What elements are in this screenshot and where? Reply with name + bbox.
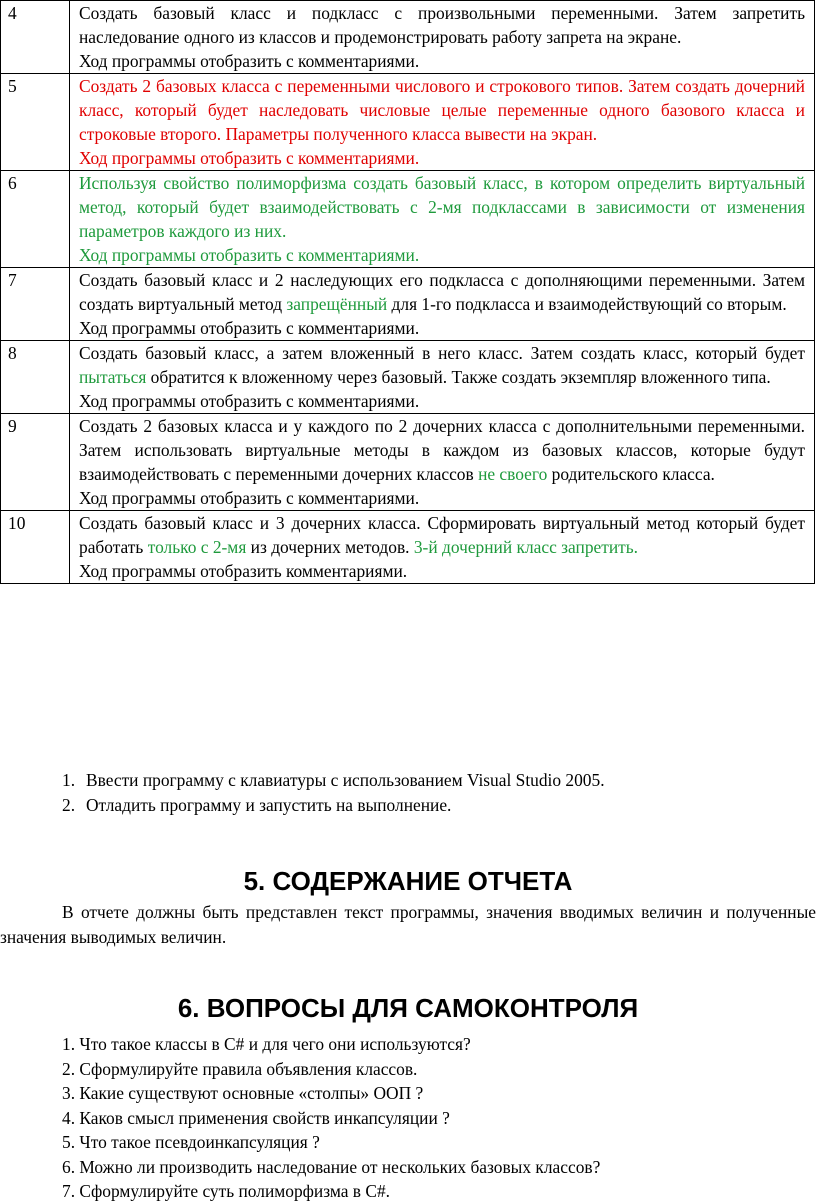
- step-number: 1.: [62, 770, 76, 790]
- question-item: 4. Каков смысл применения свойств инкапсуляции ?: [62, 1107, 450, 1128]
- task-cell: [70, 1, 815, 74]
- task-text-segment: запрещённый: [286, 294, 388, 314]
- task-row: [1, 1, 815, 74]
- step-item: [62, 793, 605, 818]
- task-text-segment: Создать 2 базовых класса с переменными числового и строкового типов. Затем создать дочерний класс, который будет наследовать числовые целые переменные одного базового класса и строковые второго. Параметры полученного класса вывести на экран.: [79, 76, 805, 144]
- task-text-segment: только с 2-мя: [147, 537, 247, 557]
- task-description: [79, 74, 805, 146]
- task-text-segment: Создать 2 базовых класса и у каждого по 2 дочерних класса с дополнительными переменными. Затем использовать виртуальные методы в каждом из базовых классов, которые будут взаимодействовать с переменными дочерних классов: [79, 416, 805, 484]
- step-text: Ввести программу с клавиатуры с использованием Visual Studio 2005.: [86, 770, 605, 790]
- task-text-segment: 3-й дочерний класс запретить.: [413, 537, 639, 557]
- task-row: [1, 268, 815, 341]
- task-text-segment: пытаться: [79, 367, 147, 387]
- tasks-table-body: [1, 1, 815, 584]
- task-comment: Ход программы отобразить с комментариями.: [79, 488, 420, 508]
- task-number: 9: [1, 414, 70, 511]
- task-text-segment: обратится к вложенному через базовый. Также создать экземпляр вложенного типа.: [146, 367, 771, 387]
- task-description: [79, 511, 805, 559]
- question-item: 6. Можно ли производить наследование от нескольких базовых классов?: [62, 1156, 601, 1177]
- task-text-segment: Используя свойство полиморфизма создать базовый класс, в котором определить виртуальный метод, который будет взаимодействовать с 2-мя подклассами в зависимости от изменения параметров каждого из них.: [79, 173, 805, 241]
- task-text-segment: Создать базовый класс и 3 дочерних класса. Сформировать виртуальный метод который будет работать: [79, 513, 805, 557]
- question-item: 3. Какие существуют основные «столпы» ООП ?: [62, 1083, 424, 1103]
- task-number: 6: [1, 171, 70, 268]
- task-row: [1, 171, 815, 268]
- task-row: [1, 511, 815, 584]
- question-item: 7. Сформулируйте суть полиморфизма в C#.: [62, 1181, 391, 1201]
- task-comment: Ход программы отобразить с комментариями.: [79, 318, 420, 338]
- step-text: Отладить программу и запустить на выполнение.: [86, 795, 452, 815]
- section-5-paragraph: В отчете должны быть представлен текст программы, значения вводимых величин и полученные значения выводимых величин.: [0, 902, 816, 947]
- questions-list: [62, 1032, 600, 1204]
- task-comment: Ход программы отобразить с комментариями.: [79, 245, 420, 265]
- step-number: 2.: [62, 795, 76, 815]
- task-row: [1, 74, 815, 171]
- task-cell: [70, 74, 815, 171]
- task-text-segment: родительского класса.: [547, 464, 715, 484]
- task-row: [1, 414, 815, 511]
- task-text-segment: не своего: [478, 464, 548, 484]
- tasks-table: [0, 0, 815, 584]
- task-text-segment: Создать базовый класс и 2 наследующих его подкласса с дополняющими переменными. Затем создать виртуальный метод: [79, 270, 805, 314]
- task-comment: Ход программы отобразить с комментариями.: [79, 148, 420, 168]
- step-item: [62, 768, 605, 793]
- task-number: 4: [1, 1, 70, 74]
- task-row: [1, 341, 815, 414]
- section-6-heading: 6. ВОПРОСЫ ДЛЯ САМОКОНТРОЛЯ: [177, 993, 639, 1023]
- task-cell: [70, 268, 815, 341]
- task-description: [79, 1, 805, 49]
- task-text-segment: Создать базовый класс и подкласс с произвольными переменными. Затем запретить наследование одного из классов и продемонстрировать работу запрета на экране.: [79, 3, 805, 47]
- task-text-segment: из дочерних методов.: [246, 537, 414, 557]
- task-cell: [70, 341, 815, 414]
- task-description: [79, 341, 805, 389]
- task-text-segment: Создать базовый класс, а затем вложенный в него класс. Затем создать класс, который будет: [79, 343, 805, 363]
- task-number: 10: [1, 511, 70, 584]
- task-number: 7: [1, 268, 70, 341]
- task-cell: [70, 414, 815, 511]
- task-text-segment: для 1-го подкласса и взаимодействующий со вторым.: [387, 294, 787, 314]
- task-comment: Ход программы отобразить с комментариями.: [79, 391, 420, 411]
- question-item: 5. Что такое псевдоинкапсуляция ?: [62, 1132, 320, 1152]
- task-description: [79, 171, 805, 243]
- question-item: 2. Сформулируйте правила объявления классов.: [62, 1058, 418, 1079]
- task-cell: [70, 171, 815, 268]
- task-number: 8: [1, 341, 70, 414]
- task-cell: [70, 511, 815, 584]
- task-number: 5: [1, 74, 70, 171]
- question-item: 1. Что такое классы в C# и для чего они используются?: [62, 1034, 471, 1054]
- steps-list: [62, 768, 605, 818]
- task-comment: Ход программы отобразить с комментариями.: [79, 51, 420, 71]
- task-comment: Ход программы отобразить комментариями.: [79, 561, 408, 581]
- task-description: [79, 268, 805, 316]
- section-5-heading: 5. СОДЕРЖАНИЕ ОТЧЕТА: [243, 866, 573, 896]
- task-description: [79, 414, 805, 486]
